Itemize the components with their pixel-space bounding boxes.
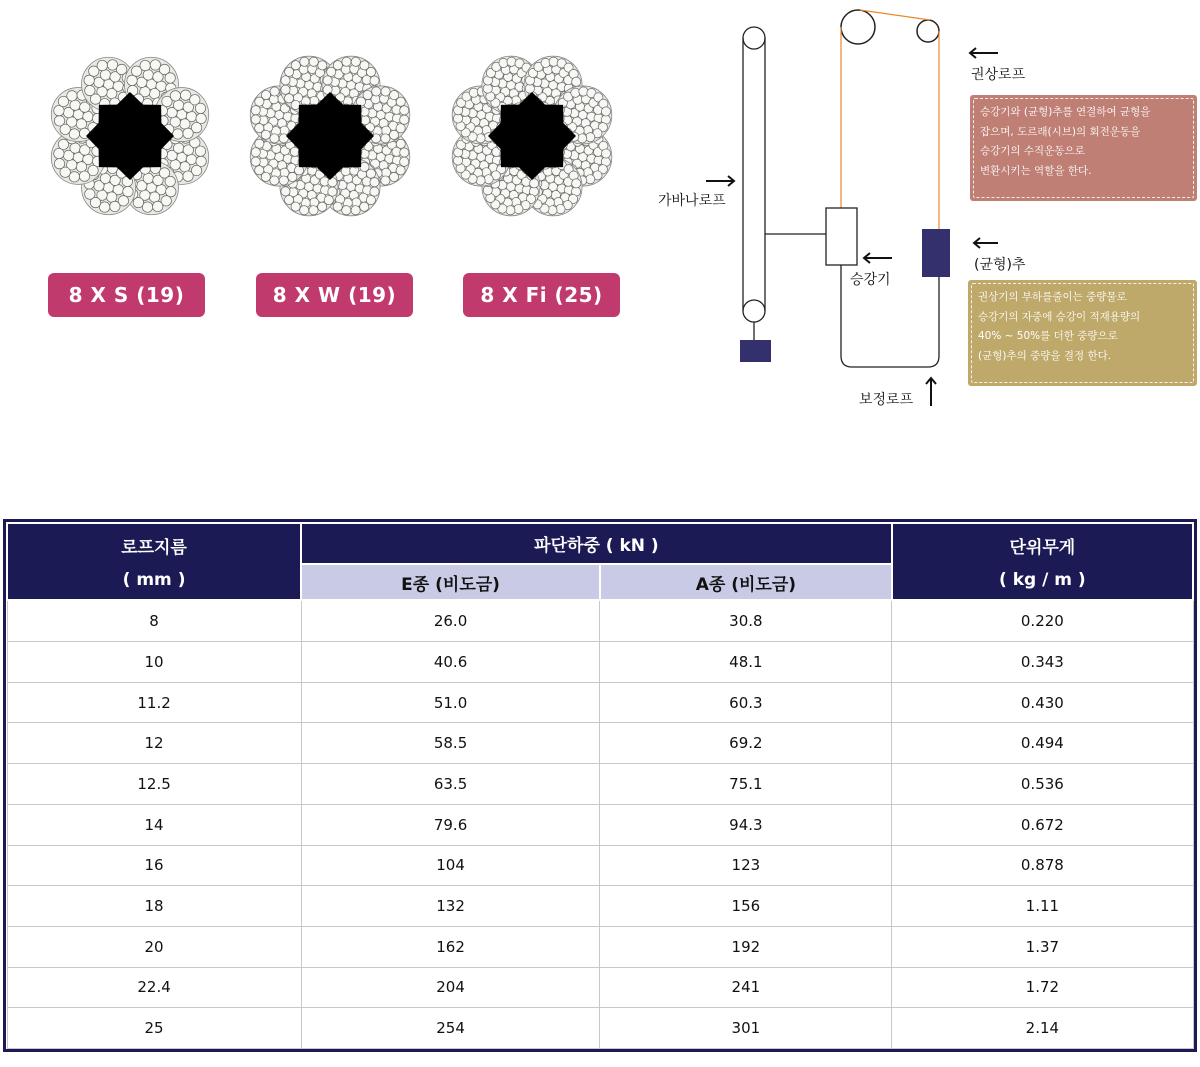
cell-a-grade: 94.3 bbox=[600, 804, 892, 845]
cell-diameter: 16 bbox=[7, 845, 301, 886]
cell-e-grade: 204 bbox=[301, 967, 600, 1008]
cell-e-grade: 132 bbox=[301, 886, 600, 927]
compensating-rope-label: 보정로프 bbox=[859, 392, 914, 408]
table-row bbox=[7, 642, 1193, 683]
cell-weight: 0.220 bbox=[892, 600, 1193, 642]
cell-e-grade: 79.6 bbox=[301, 804, 600, 845]
header-weight bbox=[892, 523, 1193, 600]
drive-sheave bbox=[841, 10, 875, 44]
note-line: 권상기의 부하를줄이는 중량물로 bbox=[978, 291, 1127, 303]
cell-weight: 1.72 bbox=[892, 967, 1193, 1008]
rope-section-8xw19 bbox=[244, 50, 416, 222]
cell-a-grade: 301 bbox=[600, 1008, 892, 1049]
cell-diameter: 20 bbox=[7, 926, 301, 967]
cell-diameter: 12.5 bbox=[7, 764, 301, 805]
cell-e-grade: 254 bbox=[301, 1008, 600, 1049]
header-e-grade: E종 (비도금) bbox=[301, 564, 600, 600]
cell-weight: 1.37 bbox=[892, 926, 1193, 967]
note-line: 변환시키는 역할을 한다. bbox=[980, 164, 1092, 177]
cell-e-grade: 162 bbox=[301, 926, 600, 967]
car-label: 승강기 bbox=[850, 272, 891, 288]
table-row bbox=[7, 886, 1193, 927]
rope-cross-section-icon bbox=[244, 50, 416, 222]
cell-a-grade: 69.2 bbox=[600, 723, 892, 764]
note-line: 잡으며, 도르래(시브)의 회전운동을 bbox=[980, 125, 1141, 138]
rope-label-8xw19: 8 X W (19) bbox=[256, 273, 413, 317]
header-a-grade: A종 (비도금) bbox=[600, 564, 892, 600]
cell-weight: 0.494 bbox=[892, 723, 1193, 764]
governor-weight bbox=[740, 340, 771, 362]
header-breaking-load: 파단하중 ( kN ) bbox=[301, 523, 892, 564]
table-row bbox=[7, 1008, 1193, 1049]
table-row bbox=[7, 682, 1193, 723]
cell-a-grade: 123 bbox=[600, 845, 892, 886]
cell-a-grade: 30.8 bbox=[600, 600, 892, 642]
cell-weight: 0.343 bbox=[892, 642, 1193, 683]
hoist-rope-label: 권상로프 bbox=[971, 67, 1026, 83]
rope-section-8xs19 bbox=[44, 50, 216, 222]
header-weight-line1: 단위무게 bbox=[1009, 538, 1076, 558]
cell-e-grade: 63.5 bbox=[301, 764, 600, 805]
deflector-sheave bbox=[917, 20, 939, 42]
table-row bbox=[7, 926, 1193, 967]
cell-diameter: 18 bbox=[7, 886, 301, 927]
cell-diameter: 25 bbox=[7, 1008, 301, 1049]
table-row bbox=[7, 845, 1193, 886]
rope-cross-section-icon bbox=[44, 50, 216, 222]
cell-a-grade: 241 bbox=[600, 967, 892, 1008]
table-row bbox=[7, 600, 1193, 642]
cell-e-grade: 58.5 bbox=[301, 723, 600, 764]
note-line: (균형)추의 중량을 결정 한다. bbox=[978, 349, 1112, 362]
table-row bbox=[7, 804, 1193, 845]
elevator-rope-diagram bbox=[640, 0, 1200, 420]
governor-rope bbox=[743, 27, 765, 322]
elevator-car bbox=[826, 208, 857, 265]
cell-weight: 0.536 bbox=[892, 764, 1193, 805]
governor-rope-label: 가바나로프 bbox=[658, 193, 726, 209]
cell-a-grade: 75.1 bbox=[600, 764, 892, 805]
cell-diameter: 14 bbox=[7, 804, 301, 845]
cell-weight: 2.14 bbox=[892, 1008, 1193, 1049]
cell-weight: 0.430 bbox=[892, 682, 1193, 723]
cell-diameter: 8 bbox=[7, 600, 301, 642]
rope-section-8xfi25 bbox=[446, 50, 618, 222]
note-line: 승강기의 자중에 승강이 적재용량의 bbox=[978, 310, 1141, 323]
rope-label-8xfi25: 8 X Fi (25) bbox=[463, 273, 620, 317]
rope-cross-section-icon bbox=[446, 50, 618, 222]
header-diameter-line1: 로프지름 bbox=[121, 538, 187, 558]
note-line: 승강기의 수직운동으로 bbox=[980, 145, 1085, 157]
cell-a-grade: 192 bbox=[600, 926, 892, 967]
hoist-rope-note bbox=[970, 95, 1197, 201]
cell-diameter: 22.4 bbox=[7, 967, 301, 1008]
header-diameter-line2: ( mm ) bbox=[122, 570, 186, 590]
table-row bbox=[7, 723, 1193, 764]
note-line: 승강기와 (균형)추를 연결하여 균형을 bbox=[980, 106, 1151, 118]
cell-a-grade: 156 bbox=[600, 886, 892, 927]
cell-a-grade: 48.1 bbox=[600, 642, 892, 683]
cell-weight: 0.878 bbox=[892, 845, 1193, 886]
cell-diameter: 10 bbox=[7, 642, 301, 683]
rope-label-8xs19: 8 X S (19) bbox=[48, 273, 205, 317]
cell-a-grade: 60.3 bbox=[600, 682, 892, 723]
cell-weight: 1.11 bbox=[892, 886, 1193, 927]
counterweight-label: (균형)추 bbox=[974, 257, 1026, 273]
cell-diameter: 11.2 bbox=[7, 682, 301, 723]
header-diameter bbox=[7, 523, 301, 600]
spec-table-body bbox=[7, 600, 1193, 1049]
rope-spec-table bbox=[3, 519, 1197, 1052]
cell-e-grade: 26.0 bbox=[301, 600, 600, 642]
table-row bbox=[7, 764, 1193, 805]
cell-e-grade: 40.6 bbox=[301, 642, 600, 683]
counterweight-note bbox=[968, 280, 1197, 386]
header-weight-line2: ( kg / m ) bbox=[999, 570, 1086, 590]
note-line: 40% ~ 50%를 더한 중량으로 bbox=[978, 330, 1118, 342]
table-row bbox=[7, 967, 1193, 1008]
cell-weight: 0.672 bbox=[892, 804, 1193, 845]
counterweight bbox=[922, 229, 950, 277]
cell-e-grade: 104 bbox=[301, 845, 600, 886]
cell-e-grade: 51.0 bbox=[301, 682, 600, 723]
cell-diameter: 12 bbox=[7, 723, 301, 764]
